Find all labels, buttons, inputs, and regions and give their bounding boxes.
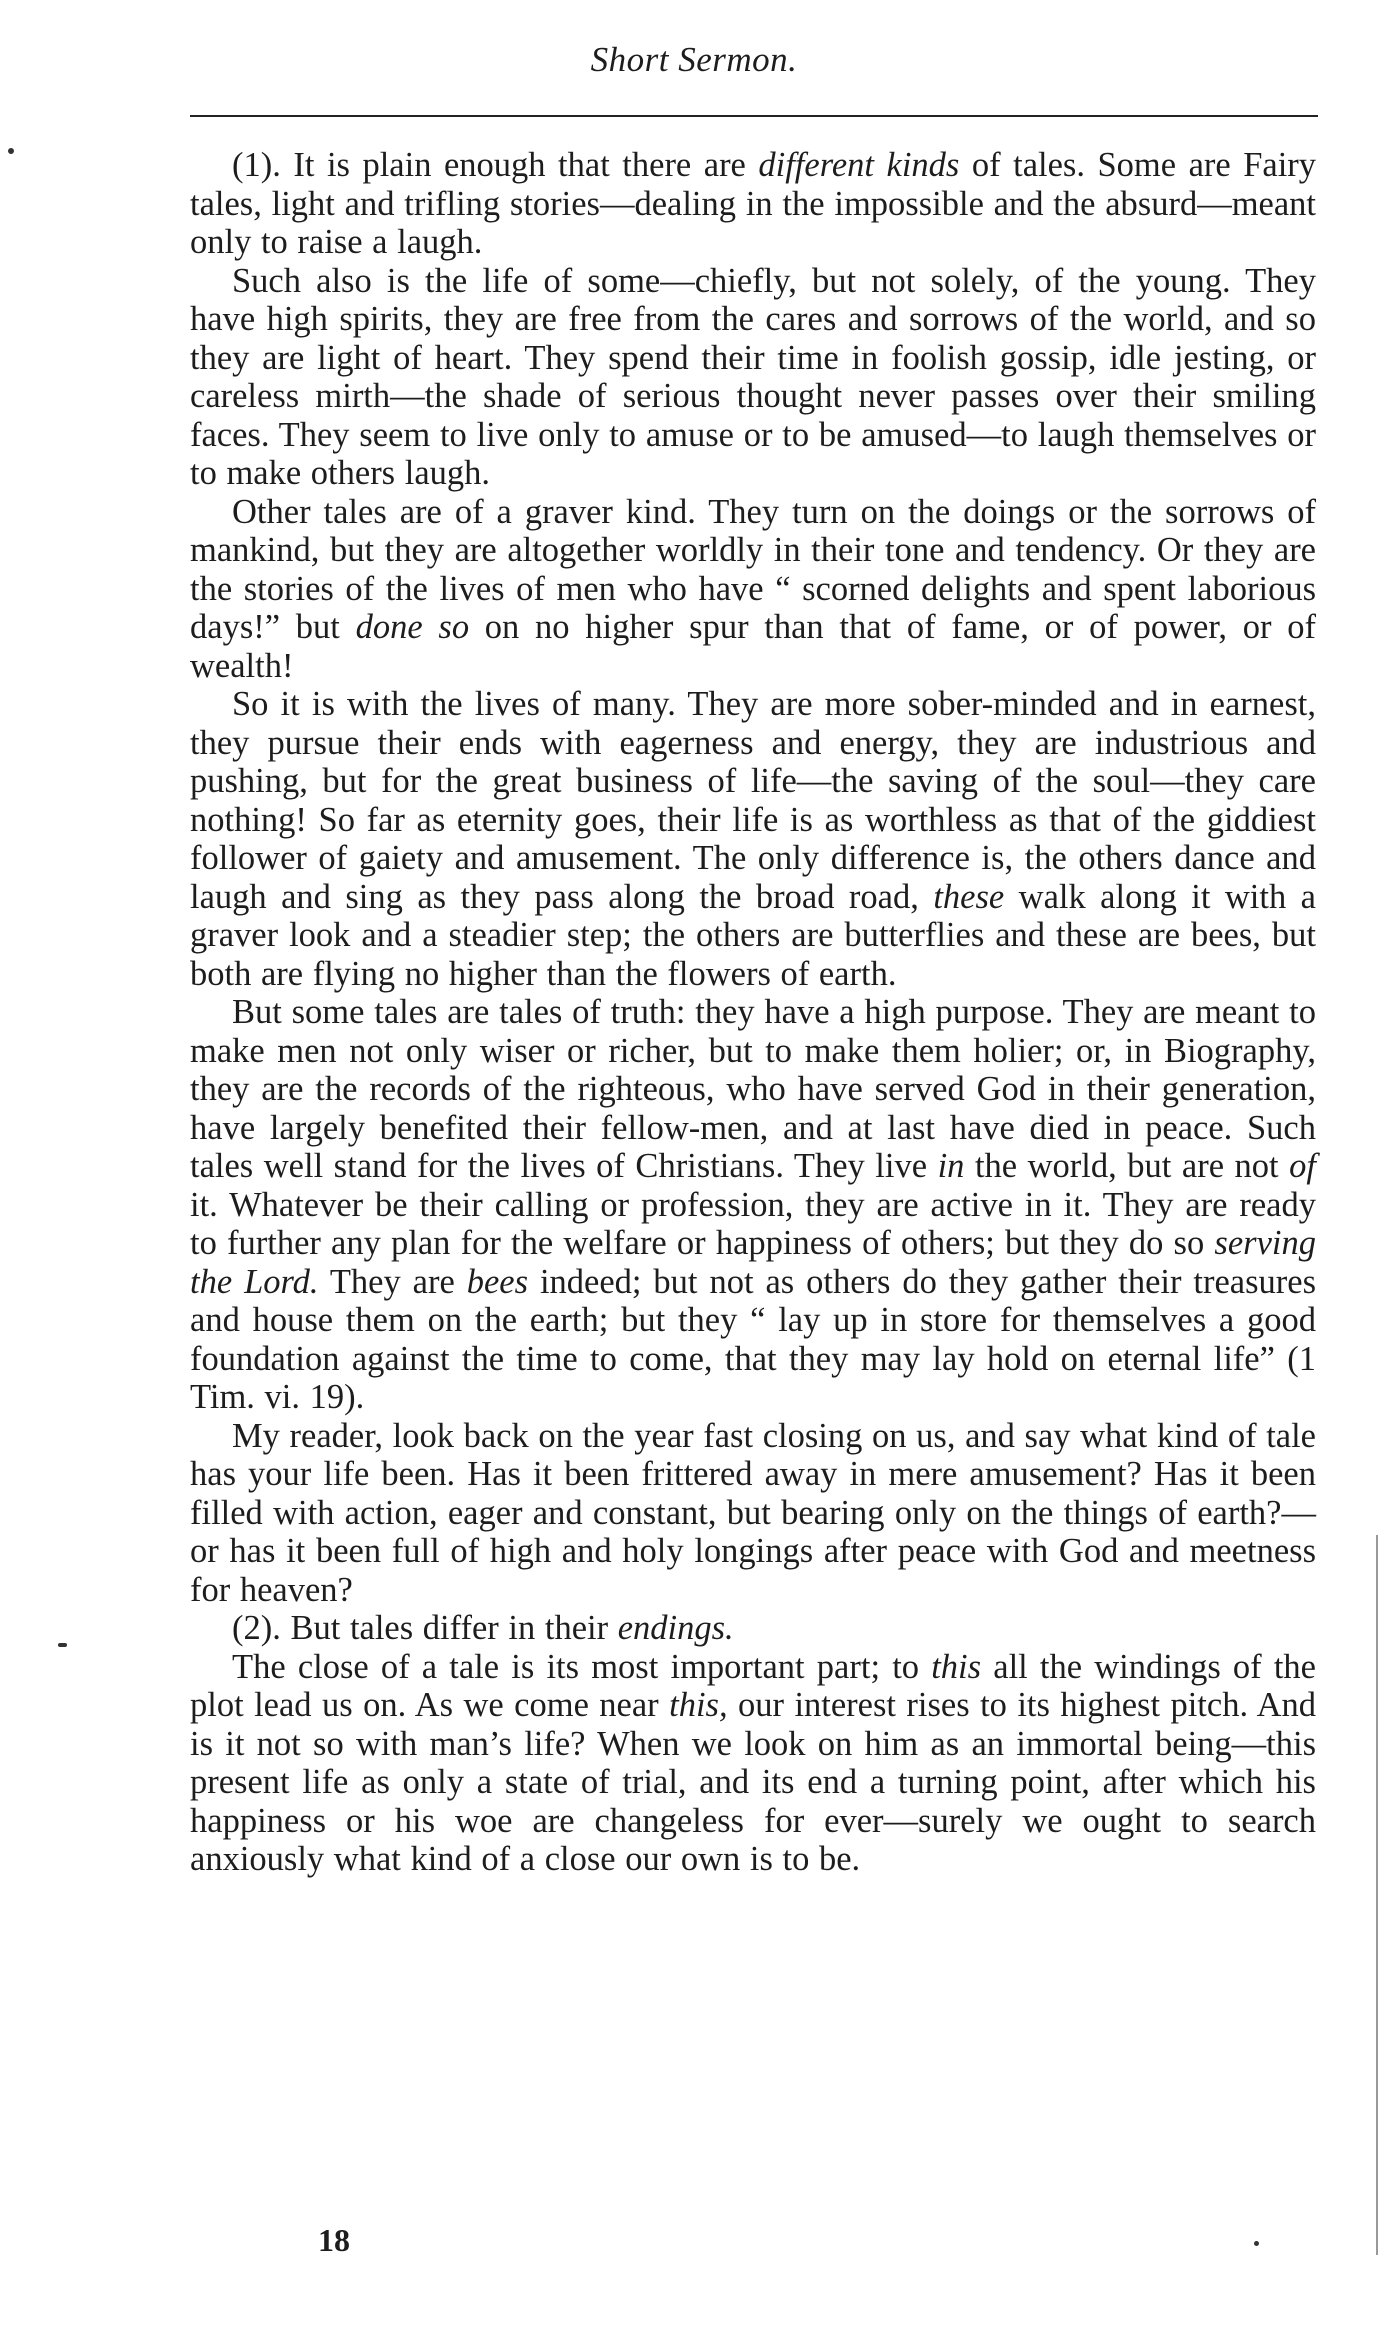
paragraph-lives-of-many <box>190 685 1316 993</box>
page-edge-shadow <box>1376 1535 1378 2255</box>
ink-speck <box>58 1643 67 1647</box>
page-number: 18 <box>318 2222 350 2258</box>
ink-speck <box>8 148 14 154</box>
italic-phrase: this, <box>669 1686 728 1724</box>
text-run: the world, but are not <box>964 1147 1290 1185</box>
italic-phrase: in <box>937 1147 965 1185</box>
header-rule <box>190 115 1318 117</box>
text-run: They are <box>318 1262 467 1301</box>
running-header-title: Short Sermon. <box>590 40 798 79</box>
paragraph-endings <box>190 1609 1316 1648</box>
paragraph-tales-of-truth <box>190 993 1316 1417</box>
italic-phrase: bees <box>466 1262 529 1301</box>
italic-phrase: different kinds <box>758 146 960 184</box>
text-run: all the windings of the plot lead us on. As we come near <box>190 1647 1316 1724</box>
sermon-body <box>190 146 1316 1879</box>
text-run: My reader, look back on the year fast closing on us, and say what kind of tale has your life been. Has it been frittered away in mere amusement? Has it been filled with action, eager and constant, but bearing only on the things of earth?—or has it been full of high and holy longings after peace with God and meetness for heaven? <box>190 1416 1316 1609</box>
text-run: indeed; but not as others do they gather their treasures and house them on the earth; but they “ lay up in store for themselves a good foundation against the time to come, that they may lay hold on eternal life” (1 Tim. vi. 19). <box>190 1262 1316 1416</box>
paragraph-close-of-tale <box>190 1648 1316 1879</box>
text-run: The close of a tale is its most important part; to <box>232 1647 932 1686</box>
text-run: But some tales are tales of truth: they have a high purpose. They are meant to make men not only wiser or richer, but to make them holier; or, in Biography, they are the records of the righteous, who have served God in their generation, have largely benefited their fellow-men, and at last have died in peace. Such tales well stand for the lives of Christians. They live <box>190 993 1316 1185</box>
paragraph-different-kinds <box>190 146 1316 262</box>
ink-speck <box>1254 2241 1259 2246</box>
italic-phrase: serving the Lord. <box>190 1224 1316 1301</box>
text-run: So it is with the lives of many. They are more sober-minded and in earnest, they pursue their ends with eagerness and energy, they are industrious and pushing, but for the great business of life—the saving of the soul—they care nothing! So far as eternity goes, their life is as worthless as that of the giddiest follower of gaiety and amusement. The only difference is, the others dance and laugh and sing as they pass along the broad road, <box>190 685 1316 916</box>
paragraph-graver-kind <box>190 493 1316 686</box>
text-run: on no higher spur than that of fame, or of power, or of wealth! <box>190 608 1316 685</box>
paragraph-life-of-some <box>190 262 1316 493</box>
text-run: (2). But tales differ in their <box>232 1609 618 1647</box>
italic-phrase: these <box>933 877 1005 916</box>
italic-phrase: done so <box>355 608 470 646</box>
text-run: Other tales are of a graver kind. They turn on the doings or the sorrows of mankind, but they are altogether worldly in their tone and tendency. Or they are the stories of the lives of men who have “ scorned delights and spent laborious days!” but <box>190 492 1316 646</box>
italic-phrase: of <box>1289 1147 1316 1185</box>
text-run: it. Whatever be their calling or profession, they are active in it. They are ready to further any plan for the welfare or happiness of others; but they do so <box>190 1185 1316 1262</box>
italic-phrase: this <box>931 1647 982 1686</box>
text-run: Such also is the life of some—chiefly, but not solely, of the young. They have high spirits, they are free from the cares and sorrows of the world, and so they are light of heart. They spend their time in foolish gossip, idle jesting, or careless mirth—the shade of serious thought never passes over their smiling faces. They seem to live only to amuse or to be amused—to laugh themselves or to make others laugh. <box>190 261 1316 492</box>
text-run: of tales. Some are Fairy tales, light and trifling stories—dealing in the impossible and the absurd—meant only to raise a laugh. <box>190 146 1317 261</box>
text-run: our interest rises to its highest pitch. And is it not so with man’s life? When we look on him as an immortal being—this present life as only a state of trial, and its end a turning point, after which his happiness or his woe are changeless for ever—surely we ought to search anxiously what kind of a close our own is to be. <box>190 1686 1317 1878</box>
text-run: walk along it with a graver look and a steadier step; the others are butterflies and these are bees, but both are flying no higher than the flowers of earth. <box>190 877 1316 993</box>
paragraph-my-reader <box>190 1417 1316 1610</box>
italic-phrase: endings. <box>617 1609 734 1647</box>
text-run: (1). It is plain enough that there are <box>232 146 759 184</box>
